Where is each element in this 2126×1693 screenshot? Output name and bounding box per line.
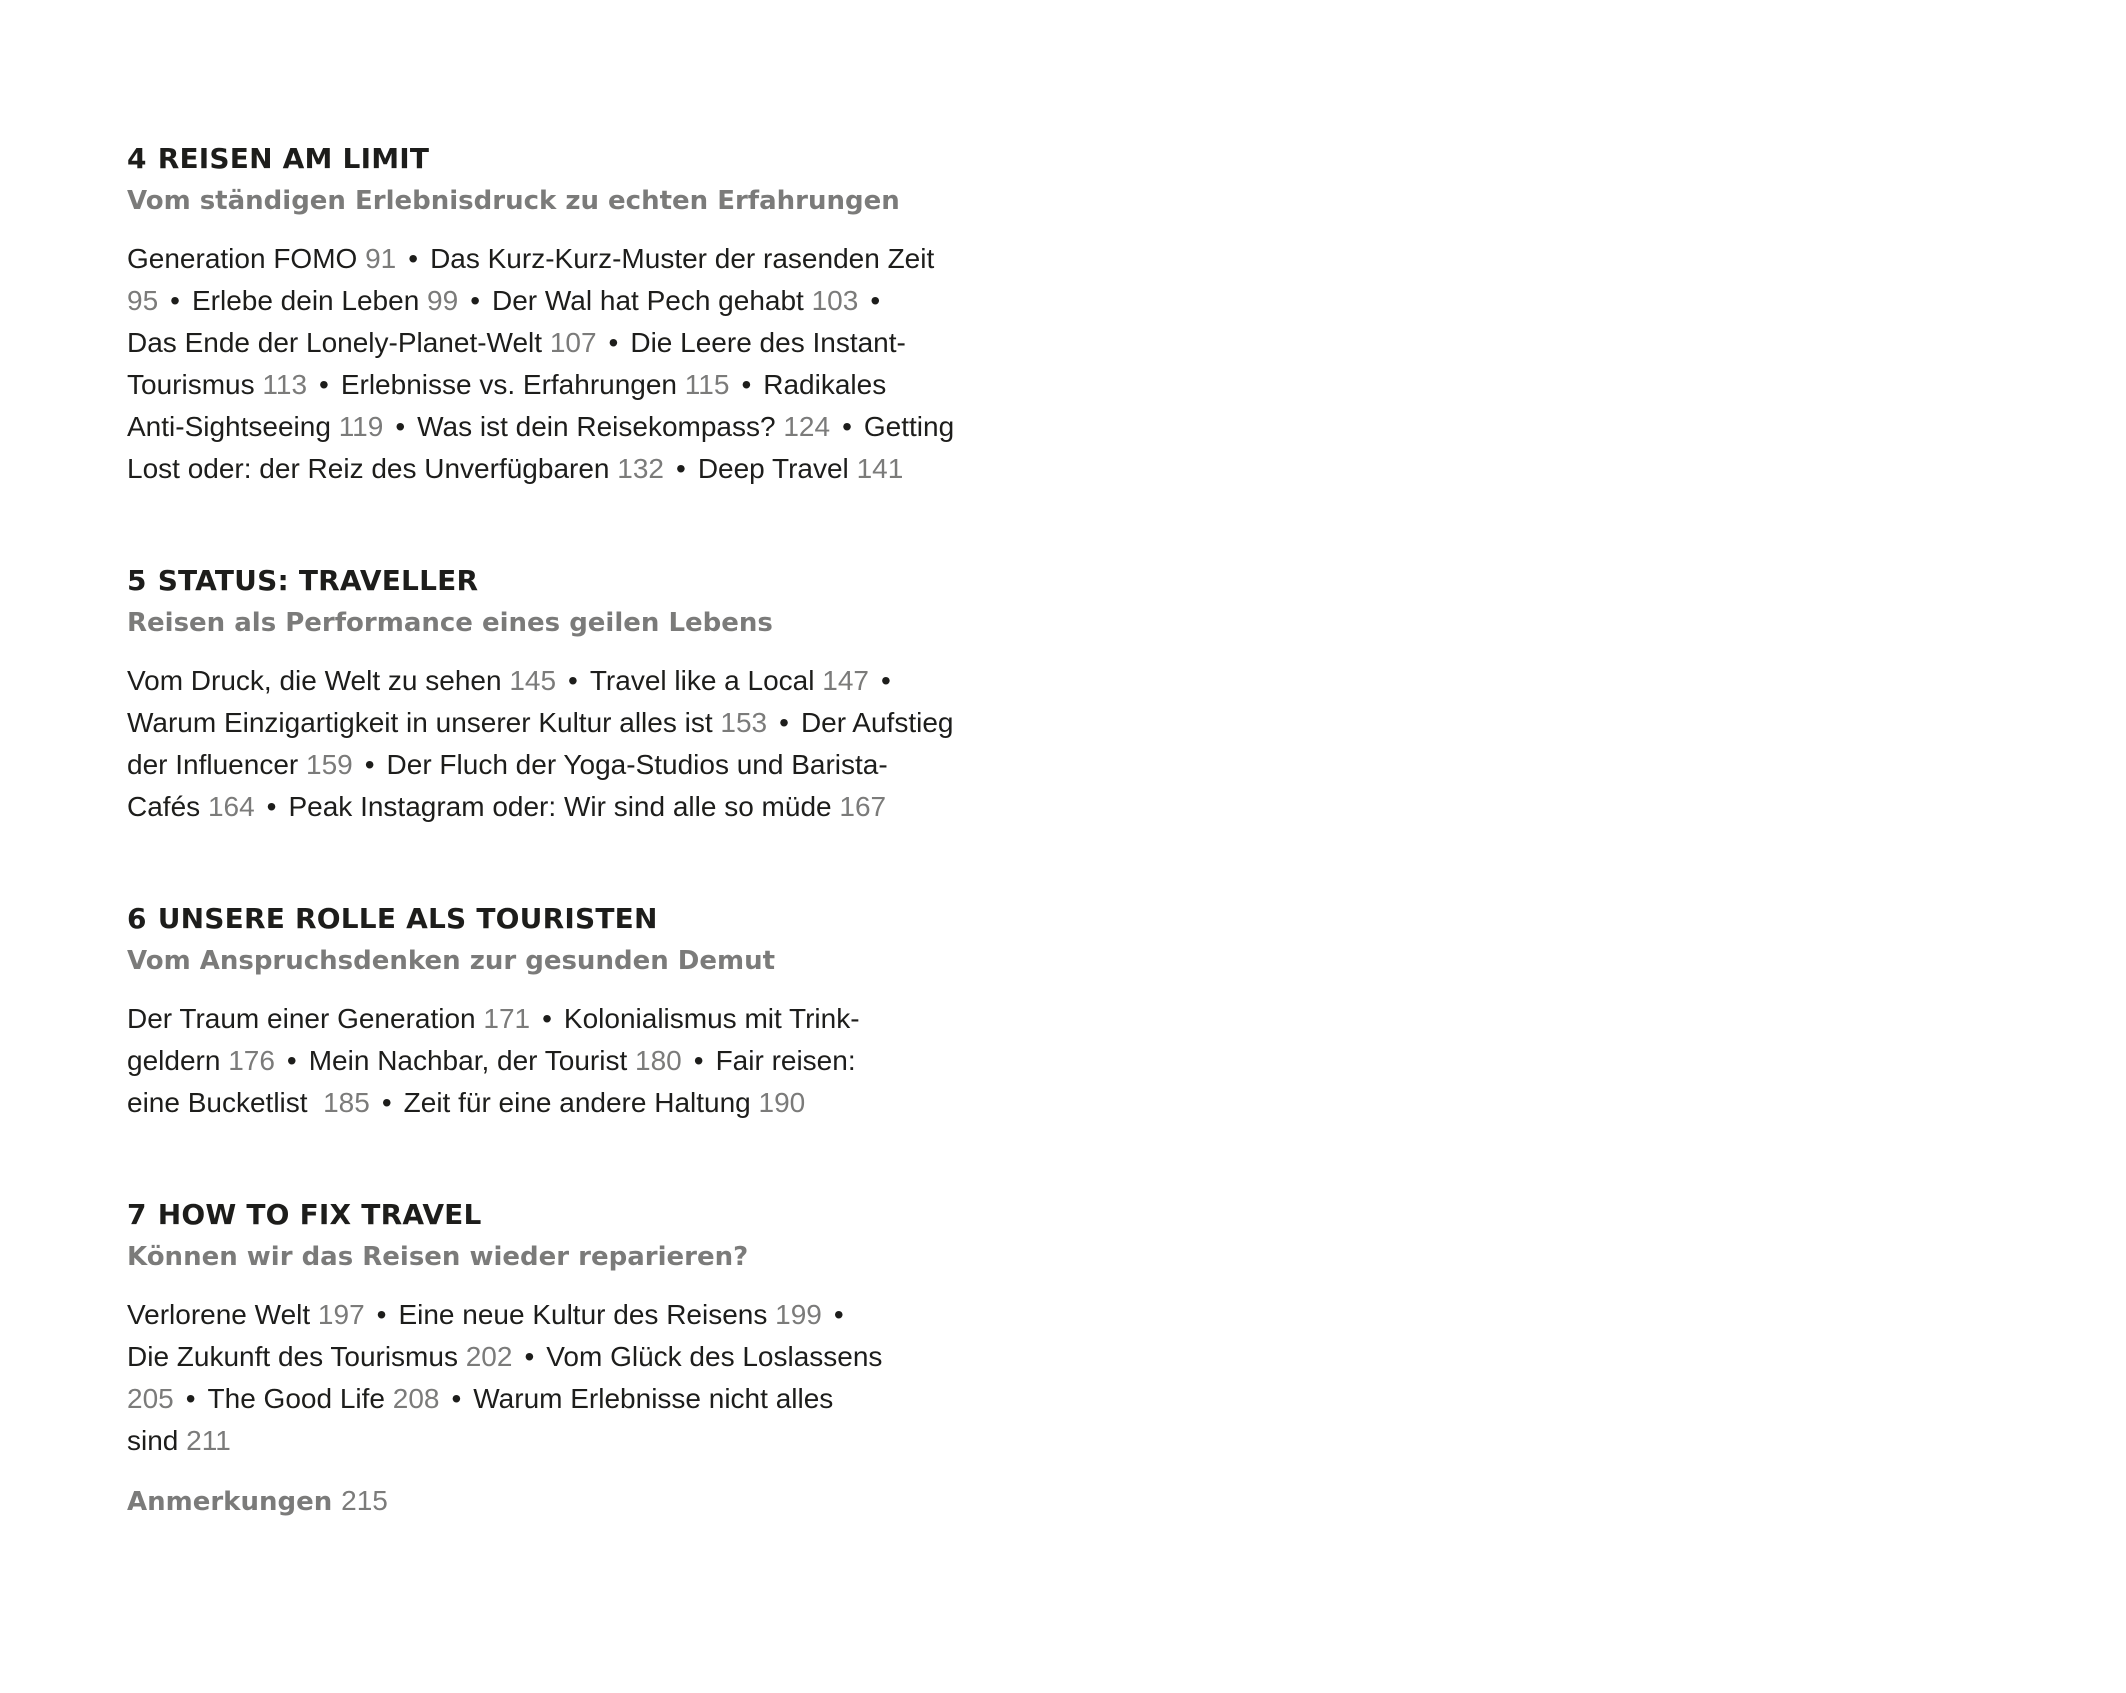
section-title: eine Bucketlist bbox=[127, 1087, 324, 1118]
entry-line bbox=[127, 660, 987, 702]
section-entries bbox=[127, 238, 987, 490]
bullet-separator: • bbox=[286, 1045, 297, 1076]
page-number: 167 bbox=[839, 791, 887, 822]
chapter-heading bbox=[127, 1194, 987, 1236]
section-title: Vom Druck, die Welt zu sehen bbox=[127, 665, 510, 696]
bullet-separator: • bbox=[364, 749, 375, 780]
bullet-separator: • bbox=[408, 243, 419, 274]
section-entries bbox=[127, 660, 987, 828]
section-title: Der Traum einer Generation bbox=[127, 1003, 484, 1034]
section-title: Die Leere des Instant- bbox=[630, 327, 906, 358]
table-of-contents bbox=[127, 138, 987, 1462]
section-title: Eine neue Kultur des Reisens bbox=[398, 1299, 776, 1330]
entry-line bbox=[127, 238, 987, 280]
entry-line bbox=[127, 1082, 987, 1124]
section-title: Was ist dein Reisekompass? bbox=[417, 411, 784, 442]
chapter-heading bbox=[127, 898, 987, 940]
bullet-separator: • bbox=[266, 791, 277, 822]
section-title: Warum Einzigartigkeit in unserer Kultur alles ist bbox=[127, 707, 721, 738]
bullet-separator: • bbox=[676, 453, 686, 484]
section-title: Getting bbox=[863, 411, 955, 442]
section-entries bbox=[127, 1294, 987, 1462]
page-number: 211 bbox=[186, 1425, 231, 1456]
chapter-number: 6 bbox=[127, 902, 147, 935]
entry-line bbox=[127, 322, 987, 364]
bullet-separator: • bbox=[451, 1383, 462, 1414]
entry-line bbox=[127, 280, 987, 322]
chapter-subtitle: Vom Anspruchsdenken zur gesunden Demut bbox=[127, 946, 776, 976]
page-number: 171 bbox=[483, 1003, 531, 1034]
chapter-title: STATUS: TRAVELLER bbox=[157, 564, 479, 597]
section-title: Lost oder: der Reiz des Unverfügbaren bbox=[127, 453, 618, 484]
section-title: Anti-Sightseeing bbox=[127, 411, 339, 442]
bullet-separator: • bbox=[524, 1341, 535, 1372]
section-title: Cafés bbox=[127, 791, 208, 822]
chapter-number: 5 bbox=[127, 564, 147, 597]
section-title: Der Aufstieg bbox=[800, 707, 954, 738]
bullet-separator: • bbox=[319, 369, 329, 400]
page-number: 119 bbox=[338, 411, 384, 442]
page-number: 91 bbox=[365, 243, 397, 274]
chapter-list bbox=[127, 138, 987, 1462]
entry-line bbox=[127, 1040, 987, 1082]
bullet-separator: • bbox=[470, 285, 481, 316]
section-title: Das Kurz-Kurz-Muster der rasenden Zeit bbox=[430, 243, 935, 274]
page-number: 113 bbox=[262, 369, 308, 400]
bullet-separator: • bbox=[880, 665, 891, 696]
page-number: 141 bbox=[856, 453, 904, 484]
bullet-separator: • bbox=[779, 707, 789, 738]
chapter-5 bbox=[127, 560, 987, 828]
section-title: Das Ende der Lonely-Planet-Welt bbox=[127, 327, 550, 358]
section-title: Peak Instagram oder: Wir sind alle so müde bbox=[288, 791, 840, 822]
entry-line bbox=[127, 1420, 987, 1462]
page-number: 99 bbox=[427, 285, 459, 316]
section-title: Fair reisen: bbox=[715, 1045, 856, 1076]
page-number: 197 bbox=[317, 1299, 365, 1330]
section-title: The Good Life bbox=[207, 1383, 393, 1414]
section-title: Travel like a Local bbox=[589, 665, 823, 696]
entry-line bbox=[127, 1378, 987, 1420]
chapter-number: 7 bbox=[127, 1198, 147, 1231]
chapter-7 bbox=[127, 1194, 987, 1462]
section-title: Die Zukunft des Tourismus bbox=[127, 1341, 466, 1372]
section-title: Der Wal hat Pech gehabt bbox=[492, 285, 812, 316]
page-number: 145 bbox=[509, 665, 557, 696]
notes-title: Anmerkungen bbox=[127, 1487, 333, 1517]
chapter-subtitle: Können wir das Reisen wieder reparieren? bbox=[127, 1242, 749, 1272]
bullet-separator: • bbox=[542, 1003, 552, 1034]
section-title: geldern bbox=[127, 1045, 229, 1076]
section-title: Radikales bbox=[763, 369, 887, 400]
bullet-separator: • bbox=[741, 369, 752, 400]
bullet-separator: • bbox=[568, 665, 578, 696]
bullet-separator: • bbox=[381, 1087, 392, 1118]
page-number: 159 bbox=[306, 749, 353, 780]
entry-line bbox=[127, 744, 987, 786]
page-number: 199 bbox=[775, 1299, 822, 1330]
section-title: Mein Nachbar, der Tourist bbox=[308, 1045, 636, 1076]
section-title: Generation FOMO bbox=[127, 243, 366, 274]
chapter-number: 4 bbox=[127, 142, 147, 175]
bullet-separator: • bbox=[376, 1299, 387, 1330]
page-number: 205 bbox=[127, 1383, 174, 1414]
page-number: 164 bbox=[207, 791, 255, 822]
bullet-separator: • bbox=[608, 327, 619, 358]
section-title: Tourismus bbox=[127, 369, 263, 400]
bullet-separator: • bbox=[170, 285, 180, 316]
page-number: 124 bbox=[783, 411, 831, 442]
page-number: 107 bbox=[549, 327, 597, 358]
section-title: sind bbox=[127, 1425, 187, 1456]
page-number: 153 bbox=[720, 707, 768, 738]
page-number: 202 bbox=[465, 1341, 513, 1372]
chapter-6 bbox=[127, 898, 987, 1124]
entry-line bbox=[127, 406, 987, 448]
bullet-separator: • bbox=[693, 1045, 704, 1076]
section-title: der Influencer bbox=[127, 749, 306, 780]
bullet-separator: • bbox=[842, 411, 852, 442]
page-number: 185 bbox=[323, 1087, 370, 1118]
page-number: 115 bbox=[684, 369, 730, 400]
bullet-separator: • bbox=[185, 1383, 196, 1414]
entry-line bbox=[127, 448, 987, 490]
section-entries bbox=[127, 998, 987, 1124]
section-title: Warum Erlebnisse nicht alles bbox=[473, 1383, 834, 1414]
chapter-subtitle: Vom ständigen Erlebnisdruck zu echten Erfahrungen bbox=[127, 186, 900, 216]
page-number: 180 bbox=[635, 1045, 682, 1076]
page-number: 208 bbox=[392, 1383, 440, 1414]
section-title: Deep Travel bbox=[697, 453, 857, 484]
chapter-heading bbox=[127, 560, 987, 602]
entry-line bbox=[127, 1294, 987, 1336]
entry-line bbox=[127, 364, 987, 406]
entry-line bbox=[127, 998, 987, 1040]
page-number: 176 bbox=[228, 1045, 275, 1076]
section-title: Zeit für eine andere Haltung bbox=[403, 1087, 759, 1118]
chapter-title: UNSERE ROLLE ALS TOURISTEN bbox=[157, 902, 658, 935]
chapter-4 bbox=[127, 138, 987, 490]
notes-page-number: 215 bbox=[341, 1485, 388, 1516]
bullet-separator: • bbox=[870, 285, 881, 316]
page-number: 103 bbox=[811, 285, 859, 316]
chapter-title: HOW TO FIX TRAVEL bbox=[157, 1198, 482, 1231]
page-number: 147 bbox=[822, 665, 869, 696]
section-title: Kolonialismus mit Trink- bbox=[563, 1003, 860, 1034]
page-number: 132 bbox=[617, 453, 664, 484]
section-title: Erlebnisse vs. Erfahrungen bbox=[340, 369, 685, 400]
section-title: Verlorene Welt bbox=[127, 1299, 318, 1330]
chapter-title: REISEN AM LIMIT bbox=[157, 142, 430, 175]
bullet-separator: • bbox=[395, 411, 406, 442]
chapter-subtitle: Reisen als Performance eines geilen Lebens bbox=[127, 608, 773, 638]
section-title: Erlebe dein Leben bbox=[191, 285, 428, 316]
page-number: 95 bbox=[127, 285, 159, 316]
section-title: Der Fluch der Yoga-Studios und Barista- bbox=[386, 749, 888, 780]
entry-line bbox=[127, 1336, 987, 1378]
chapter-heading bbox=[127, 138, 987, 180]
entry-line bbox=[127, 786, 987, 828]
bullet-separator: • bbox=[833, 1299, 844, 1330]
notes-entry bbox=[127, 1480, 388, 1523]
section-title: Vom Glück des Loslassens bbox=[546, 1341, 883, 1372]
page-number: 190 bbox=[758, 1087, 806, 1118]
entry-line bbox=[127, 702, 987, 744]
